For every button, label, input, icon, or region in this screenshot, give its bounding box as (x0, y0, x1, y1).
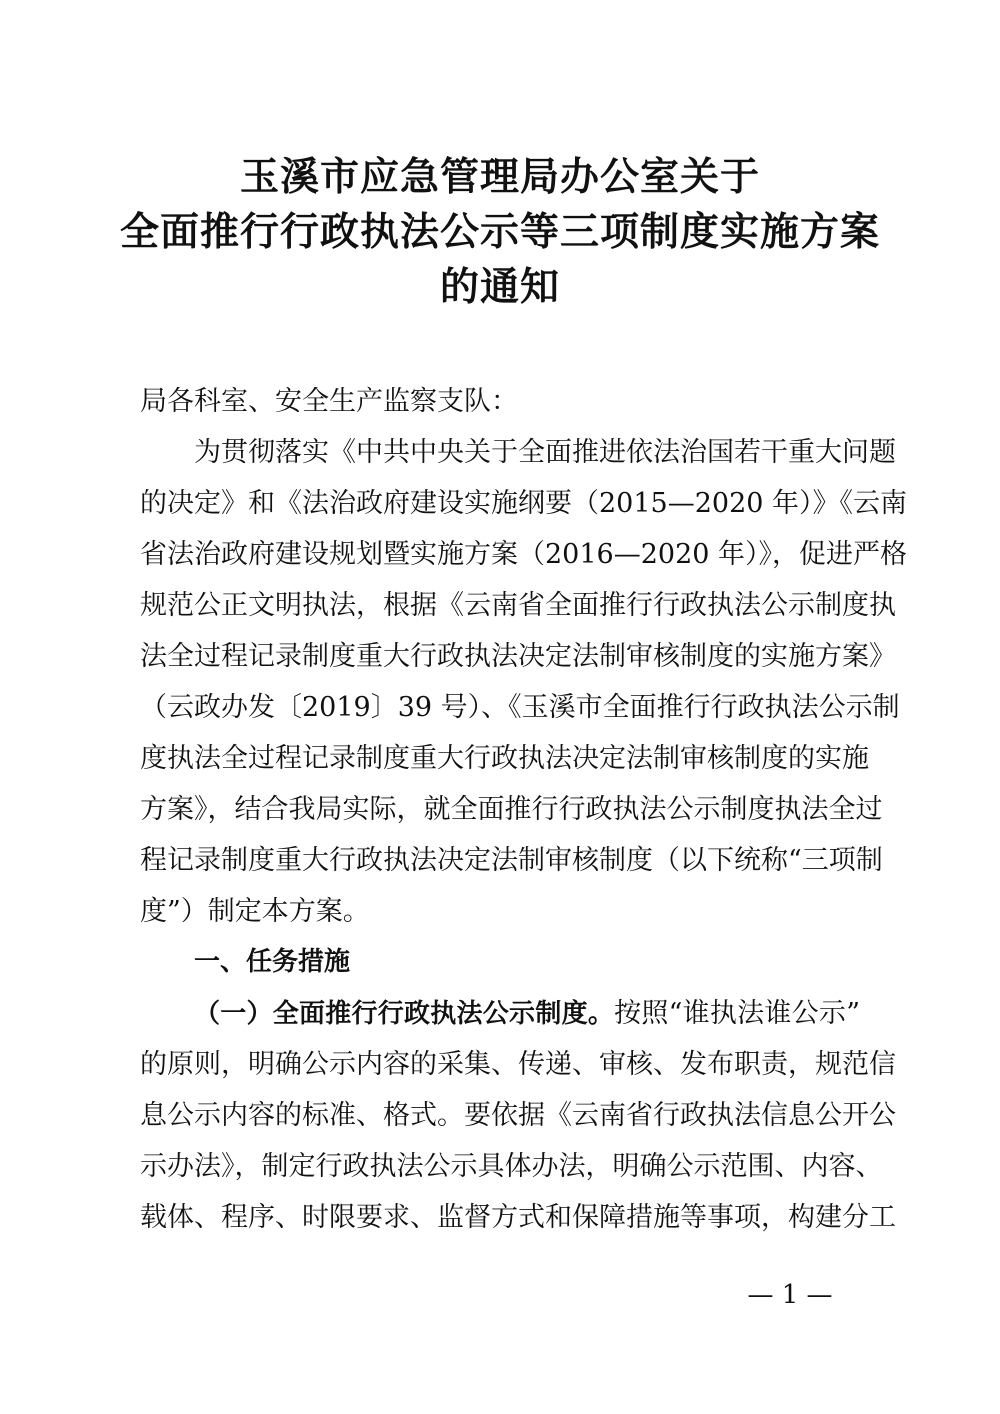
intro-line-2: 的决定》和《法治政府建设实施纲要（2015—2020 年）》《云南 (140, 488, 908, 519)
addressee (140, 376, 860, 427)
title-line-1: 玉溪市应急管理局办公室关于 (239, 155, 760, 200)
page-number: — 1 — (747, 1280, 833, 1310)
document-body (140, 427, 908, 1243)
para1-line-4: 示办法》，制定行政执法公示具体办法，明确公示范围、内容、 (140, 1151, 883, 1182)
intro-line-5: 法全过程记录制度重大行政执法决定法制审核制度的实施方案》 (140, 641, 896, 672)
intro-line-1: 为贯彻落实《中共中央关于全面推进依法治国若干重大问题 (194, 437, 896, 468)
document-title (100, 150, 900, 315)
intro-line-3: 省法治政府建设规划暨实施方案（2016—2020 年）》，促进严格 (140, 539, 908, 570)
intro-line-10: 度”）制定本方案。 (140, 896, 370, 927)
title-line-3: 的通知 (439, 265, 560, 310)
intro-line-6: （云政办发〔2019〕39 号）、《玉溪市全面推行行政执法公示制 (140, 692, 900, 723)
intro-line-7: 度执法全过程记录制度重大行政执法决定法制审核制度的实施 (140, 743, 869, 774)
intro-line-9: 程记录制度重大行政执法决定法制审核制度（以下统称“三项制 (140, 845, 883, 876)
para1-lead: （一）全面推行行政执法公示制度。 (194, 999, 615, 1029)
title-line-2: 全面推行行政执法公示等三项制度实施方案 (119, 210, 880, 255)
para1-line-2: 的原则，明确公示内容的采集、传递、审核、发布职责，规范信 (140, 1049, 896, 1080)
addressee-line: 局各科室、安全生产监察支队： (140, 386, 518, 417)
intro-line-4: 规范公正文明执法，根据《云南省全面推行行政执法公示制度执 (140, 590, 896, 621)
para1-first-rest: 按照“谁执法谁公示” (614, 998, 860, 1029)
section-heading: 一、任务措施 (194, 947, 351, 977)
para1-line-1 (140, 988, 860, 1039)
para1-line-5: 载体、程序、时限要求、监督方式和保障措施等事项，构建分工 (140, 1202, 896, 1233)
para1-line-3: 息公示内容的标准、格式。要依据《云南省行政执法信息公开公 (140, 1100, 896, 1131)
intro-line-8: 方案》，结合我局实际，就全面推行行政执法公示制度执法全过 (140, 794, 883, 825)
